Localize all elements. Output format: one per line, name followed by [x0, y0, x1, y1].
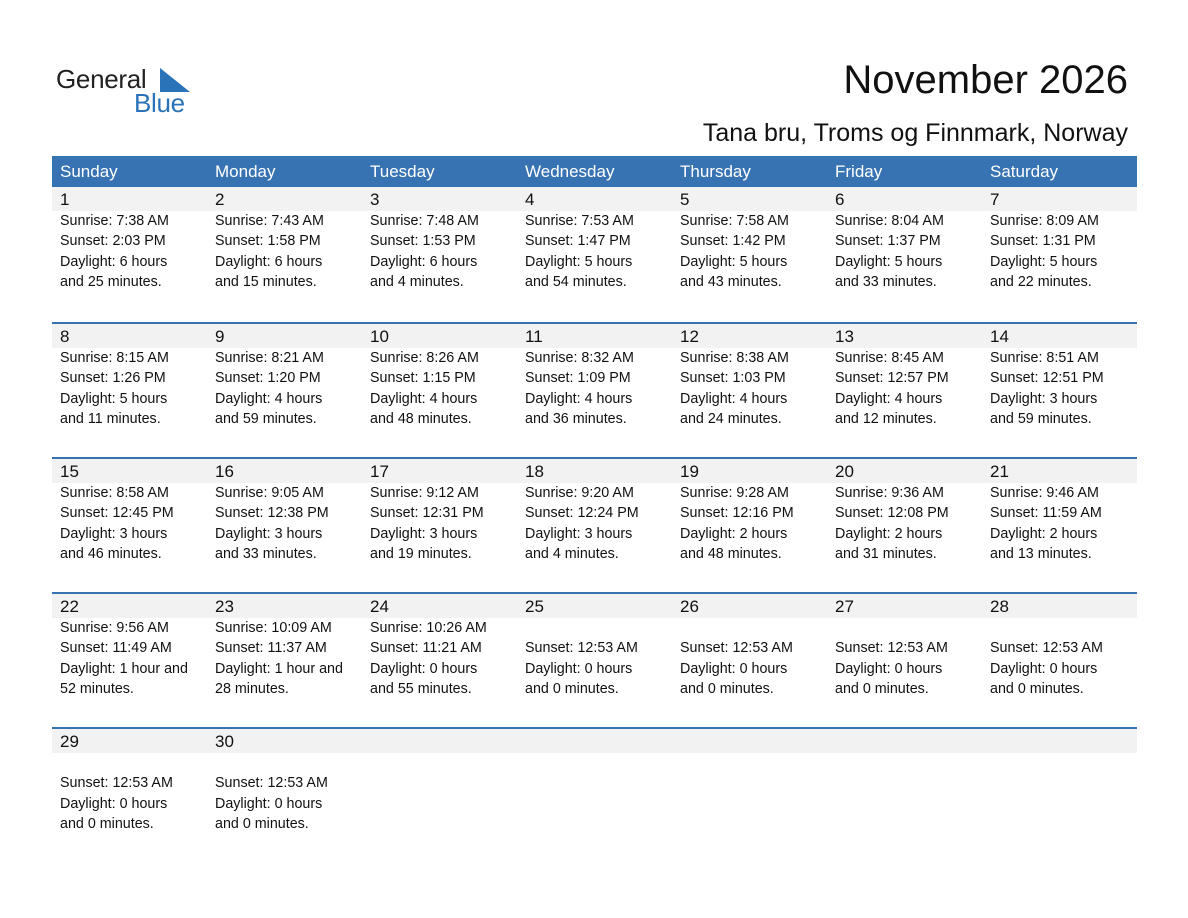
daylight-text: Daylight: 4 hours: [680, 390, 788, 407]
sunset-text: Sunset: 12:53 AM: [990, 640, 1103, 657]
calendar-grid: [52, 156, 1137, 862]
daylight-text: Daylight: 3 hours: [990, 390, 1098, 407]
daylight-text: Daylight: 6 hours: [370, 253, 478, 270]
location-subtitle: Tana bru, Troms og Finnmark, Norway: [702, 119, 1128, 147]
daylight-text: Daylight: 0 hours: [60, 795, 168, 812]
sunrise-text: Sunrise: 9:05 AM: [215, 485, 324, 501]
sunrise-text: [835, 618, 982, 638]
sunrise-text: Sunrise: 9:12 AM: [370, 485, 479, 501]
sunset-text: Sunset: 1:09 PM: [525, 370, 631, 387]
sunset-text: Sunset: 11:59 AM: [990, 505, 1102, 522]
sunrise-text: [990, 753, 1137, 773]
sunset-text: Sunset: 12:38 PM: [215, 505, 329, 522]
day-cell: [827, 348, 982, 429]
day-cell: [52, 483, 207, 564]
sunrise-text: Sunrise: 10:09 AM: [215, 620, 332, 636]
daylight-minutes-text: and 4 minutes.: [370, 273, 464, 290]
sunrise-text: [680, 618, 827, 638]
weekday-saturday: Saturday: [990, 162, 1059, 181]
day-cell: [982, 211, 1137, 292]
day-number: 7: [990, 190, 1000, 209]
day-number: 24: [370, 597, 389, 616]
week-day-number-strip: [52, 594, 1137, 618]
sunrise-text: Sunrise: 8:58 AM: [60, 485, 169, 501]
daylight-minutes-text: and 0 minutes.: [215, 815, 309, 832]
daylight-text: Daylight: 6 hours: [60, 253, 168, 270]
day-cell: [362, 211, 517, 292]
day-cell: [517, 348, 672, 429]
sunset-text: [525, 773, 672, 793]
daylight-minutes-text: [990, 814, 1137, 834]
daylight-text: Daylight: 5 hours: [835, 253, 943, 270]
day-cell: [362, 753, 517, 834]
sunset-text: Sunset: 12:53 AM: [60, 775, 173, 792]
sunrise-text: [370, 753, 517, 773]
sunset-text: Sunset: 1:26 PM: [60, 370, 166, 387]
daylight-text: Daylight: 4 hours: [370, 390, 478, 407]
day-cell: [517, 753, 672, 834]
daylight-text: Daylight: 3 hours: [525, 525, 633, 542]
logo-word-blue: Blue: [134, 88, 185, 118]
week-row: [52, 457, 1137, 592]
day-cell: [52, 753, 207, 834]
sunset-text: Sunset: 1:15 PM: [370, 370, 476, 387]
sunset-text: Sunset: 1:53 PM: [370, 233, 476, 250]
weekday-tuesday: Tuesday: [370, 162, 435, 181]
day-number: 28: [990, 597, 1009, 616]
week-details: [52, 483, 1137, 564]
daylight-text: Daylight: 5 hours: [525, 253, 633, 270]
daylight-minutes-text: and 46 minutes.: [60, 545, 162, 562]
sunrise-text: [680, 753, 827, 773]
day-cell: [672, 753, 827, 834]
sunset-text: Sunset: 1:03 PM: [680, 370, 786, 387]
day-number: 20: [835, 462, 854, 481]
sunrise-text: Sunrise: 9:36 AM: [835, 485, 944, 501]
day-cell: [207, 211, 362, 292]
day-cell: [672, 348, 827, 429]
daylight-text: [680, 794, 827, 814]
sunset-text: Sunset: 12:57 PM: [835, 370, 949, 387]
daylight-minutes-text: and 54 minutes.: [525, 273, 627, 290]
sunset-text: Sunset: 12:53 AM: [525, 640, 638, 657]
sunset-text: Sunset: 1:37 PM: [835, 233, 941, 250]
daylight-minutes-text: and 22 minutes.: [990, 273, 1092, 290]
day-number: 27: [835, 597, 854, 616]
daylight-minutes-text: and 33 minutes.: [215, 545, 317, 562]
daylight-text: [525, 794, 672, 814]
day-cell: [52, 618, 207, 699]
daylight-minutes-text: and 43 minutes.: [680, 273, 782, 290]
daylight-minutes-text: and 25 minutes.: [60, 273, 162, 290]
daylight-minutes-text: and 55 minutes.: [370, 680, 472, 697]
week-day-number-strip: [52, 729, 1137, 753]
daylight-minutes-text: and 4 minutes.: [525, 545, 619, 562]
daylight-minutes-text: 28 minutes.: [215, 680, 289, 697]
day-number: 26: [680, 597, 699, 616]
day-cell: [827, 483, 982, 564]
daylight-text: Daylight: 2 hours: [680, 525, 788, 542]
week-details: [52, 211, 1137, 292]
general-blue-logo: [56, 64, 196, 118]
sunrise-text: Sunrise: 8:38 AM: [680, 350, 789, 366]
daylight-text: Daylight: 6 hours: [215, 253, 323, 270]
sunrise-text: Sunrise: 8:09 AM: [990, 213, 1099, 229]
daylight-minutes-text: and 59 minutes.: [215, 410, 317, 427]
daylight-minutes-text: and 12 minutes.: [835, 410, 937, 427]
sunset-text: Sunset: 11:37 AM: [215, 640, 327, 657]
sunset-text: Sunset: 12:51 PM: [990, 370, 1104, 387]
sunrise-text: Sunrise: 8:51 AM: [990, 350, 1099, 366]
sunset-text: Sunset: 1:42 PM: [680, 233, 786, 250]
daylight-text: Daylight: 1 hour and: [215, 660, 343, 677]
sunset-text: Sunset: 1:20 PM: [215, 370, 321, 387]
day-number: 17: [370, 462, 389, 481]
day-number: 15: [60, 462, 79, 481]
day-number: [672, 729, 827, 753]
day-cell: [982, 753, 1137, 834]
sunset-text: [680, 773, 827, 793]
day-number: 14: [990, 327, 1009, 346]
sunset-text: Sunset: 12:31 PM: [370, 505, 484, 522]
sunrise-text: [990, 618, 1137, 638]
daylight-minutes-text: and 0 minutes.: [60, 815, 154, 832]
daylight-minutes-text: and 24 minutes.: [680, 410, 782, 427]
sunset-text: [370, 773, 517, 793]
sunrise-text: [215, 753, 362, 773]
sunset-text: Sunset: 12:24 PM: [525, 505, 639, 522]
logo-word-general: General: [56, 64, 147, 94]
daylight-minutes-text: [835, 814, 982, 834]
daylight-text: Daylight: 3 hours: [60, 525, 168, 542]
sunset-text: Sunset: 12:53 AM: [835, 640, 948, 657]
sunrise-text: [525, 618, 672, 638]
daylight-text: Daylight: 4 hours: [525, 390, 633, 407]
page-title: November 2026: [843, 58, 1128, 102]
sunrise-text: Sunrise: 8:32 AM: [525, 350, 634, 366]
daylight-text: Daylight: 4 hours: [215, 390, 323, 407]
sunset-text: Sunset: 12:45 PM: [60, 505, 174, 522]
week-day-number-strip: [52, 187, 1137, 211]
day-cell: [517, 618, 672, 699]
day-cell: [207, 753, 362, 834]
daylight-text: Daylight: 0 hours: [680, 660, 788, 677]
sunrise-text: Sunrise: 8:15 AM: [60, 350, 169, 366]
day-cell: [982, 618, 1137, 699]
sunrise-text: [835, 753, 982, 773]
daylight-text: Daylight: 5 hours: [680, 253, 788, 270]
day-number: 1: [60, 190, 70, 209]
sunrise-text: Sunrise: 8:21 AM: [215, 350, 324, 366]
daylight-minutes-text: and 0 minutes.: [835, 680, 929, 697]
daylight-minutes-text: and 48 minutes.: [370, 410, 472, 427]
week-day-number-strip: [52, 324, 1137, 348]
daylight-text: Daylight: 2 hours: [990, 525, 1098, 542]
sunrise-text: Sunrise: 7:38 AM: [60, 213, 169, 229]
daylight-minutes-text: 52 minutes.: [60, 680, 134, 697]
day-number: 16: [215, 462, 234, 481]
day-number: [517, 729, 672, 753]
day-number: 8: [60, 327, 70, 346]
sunset-text: Sunset: 11:21 AM: [370, 640, 482, 657]
day-cell: [982, 348, 1137, 429]
day-cell: [362, 618, 517, 699]
daylight-text: Daylight: 0 hours: [990, 660, 1098, 677]
day-cell: [672, 211, 827, 292]
sunset-text: Sunset: 12:53 AM: [680, 640, 793, 657]
day-cell: [207, 348, 362, 429]
week-details: [52, 348, 1137, 429]
day-cell: [207, 483, 362, 564]
sunrise-text: Sunrise: 10:26 AM: [370, 620, 487, 636]
weekday-sunday: Sunday: [60, 162, 118, 181]
weekday-friday: Friday: [835, 162, 883, 181]
week-row: [52, 727, 1137, 862]
day-cell: [52, 348, 207, 429]
week-details: [52, 753, 1137, 834]
weekday-monday: Monday: [215, 162, 276, 181]
day-number: 23: [215, 597, 234, 616]
sunrise-text: Sunrise: 7:53 AM: [525, 213, 634, 229]
sunrise-text: Sunrise: 8:26 AM: [370, 350, 479, 366]
sunrise-text: Sunrise: 9:20 AM: [525, 485, 634, 501]
daylight-minutes-text: and 33 minutes.: [835, 273, 937, 290]
sunset-text: Sunset: 1:47 PM: [525, 233, 631, 250]
daylight-minutes-text: and 48 minutes.: [680, 545, 782, 562]
sunset-text: Sunset: 12:53 AM: [215, 775, 328, 792]
daylight-text: Daylight: 1 hour and: [60, 660, 188, 677]
day-cell: [207, 618, 362, 699]
day-cell: [672, 618, 827, 699]
daylight-minutes-text: and 31 minutes.: [835, 545, 937, 562]
day-cell: [672, 483, 827, 564]
day-number: 11: [525, 327, 543, 346]
daylight-text: Daylight: 0 hours: [525, 660, 633, 677]
daylight-text: Daylight: 0 hours: [215, 795, 323, 812]
daylight-minutes-text: and 13 minutes.: [990, 545, 1092, 562]
sunset-text: Sunset: 1:31 PM: [990, 233, 1096, 250]
weeks-container: [52, 187, 1137, 862]
day-number: 5: [680, 190, 690, 209]
week-details: [52, 618, 1137, 699]
daylight-text: Daylight: 5 hours: [990, 253, 1098, 270]
daylight-text: Daylight: 0 hours: [835, 660, 943, 677]
day-cell: [827, 618, 982, 699]
day-cell: [362, 483, 517, 564]
day-cell: [517, 483, 672, 564]
day-number: 3: [370, 190, 380, 209]
daylight-minutes-text: and 11 minutes.: [60, 410, 161, 427]
daylight-text: Daylight: 5 hours: [60, 390, 168, 407]
daylight-minutes-text: and 59 minutes.: [990, 410, 1092, 427]
day-number: 21: [990, 462, 1009, 481]
day-number: 9: [215, 327, 225, 346]
day-cell: [362, 348, 517, 429]
daylight-text: Daylight: 2 hours: [835, 525, 943, 542]
sunrise-text: [60, 753, 207, 773]
daylight-minutes-text: and 0 minutes.: [990, 680, 1084, 697]
weekday-wednesday: Wednesday: [525, 162, 615, 181]
daylight-text: Daylight: 3 hours: [370, 525, 478, 542]
sunset-text: [990, 773, 1137, 793]
sunset-text: Sunset: 11:49 AM: [60, 640, 172, 657]
day-number: 2: [215, 190, 225, 209]
day-number: 10: [370, 327, 389, 346]
daylight-text: Daylight: 3 hours: [215, 525, 323, 542]
sunset-text: [835, 773, 982, 793]
sunrise-text: Sunrise: 8:45 AM: [835, 350, 944, 366]
week-row: [52, 187, 1137, 322]
daylight-minutes-text: and 0 minutes.: [680, 680, 774, 697]
sunrise-text: Sunrise: 9:56 AM: [60, 620, 169, 636]
daylight-minutes-text: and 19 minutes.: [370, 545, 472, 562]
week-row: [52, 592, 1137, 727]
day-number: 22: [60, 597, 79, 616]
day-number: 4: [525, 190, 535, 209]
sunrise-text: Sunrise: 7:48 AM: [370, 213, 479, 229]
sunset-text: Sunset: 1:58 PM: [215, 233, 321, 250]
day-number: 6: [835, 190, 845, 209]
sunrise-text: Sunrise: 9:28 AM: [680, 485, 789, 501]
day-cell: [827, 753, 982, 834]
daylight-minutes-text: and 36 minutes.: [525, 410, 627, 427]
sunrise-text: Sunrise: 8:04 AM: [835, 213, 944, 229]
daylight-minutes-text: and 15 minutes.: [215, 273, 317, 290]
day-cell: [52, 211, 207, 292]
day-number: 18: [525, 462, 544, 481]
weekday-header-row: [52, 156, 1137, 187]
daylight-text: Daylight: 0 hours: [370, 660, 478, 677]
daylight-text: [990, 794, 1137, 814]
day-number: [982, 729, 1137, 753]
day-number: [362, 729, 517, 753]
day-cell: [827, 211, 982, 292]
day-number: 13: [835, 327, 854, 346]
sunset-text: Sunset: 2:03 PM: [60, 233, 166, 250]
daylight-text: [370, 794, 517, 814]
day-number: 30: [215, 732, 234, 751]
weekday-thursday: Thursday: [680, 162, 751, 181]
daylight-text: Daylight: 4 hours: [835, 390, 943, 407]
day-number: 12: [680, 327, 699, 346]
daylight-text: [835, 794, 982, 814]
sunrise-text: Sunrise: 7:43 AM: [215, 213, 324, 229]
day-number: 29: [60, 732, 79, 751]
daylight-minutes-text: [525, 814, 672, 834]
day-cell: [517, 211, 672, 292]
sunset-text: Sunset: 12:08 PM: [835, 505, 949, 522]
week-row: [52, 322, 1137, 457]
sunrise-text: Sunrise: 9:46 AM: [990, 485, 1099, 501]
week-day-number-strip: [52, 459, 1137, 483]
daylight-minutes-text: [680, 814, 827, 834]
sunrise-text: Sunrise: 7:58 AM: [680, 213, 789, 229]
daylight-minutes-text: [370, 814, 517, 834]
sunrise-text: [525, 753, 672, 773]
day-cell: [982, 483, 1137, 564]
day-number: [827, 729, 982, 753]
day-number: 19: [680, 462, 699, 481]
day-number: 25: [525, 597, 544, 616]
daylight-minutes-text: and 0 minutes.: [525, 680, 619, 697]
sunset-text: Sunset: 12:16 PM: [680, 505, 794, 522]
